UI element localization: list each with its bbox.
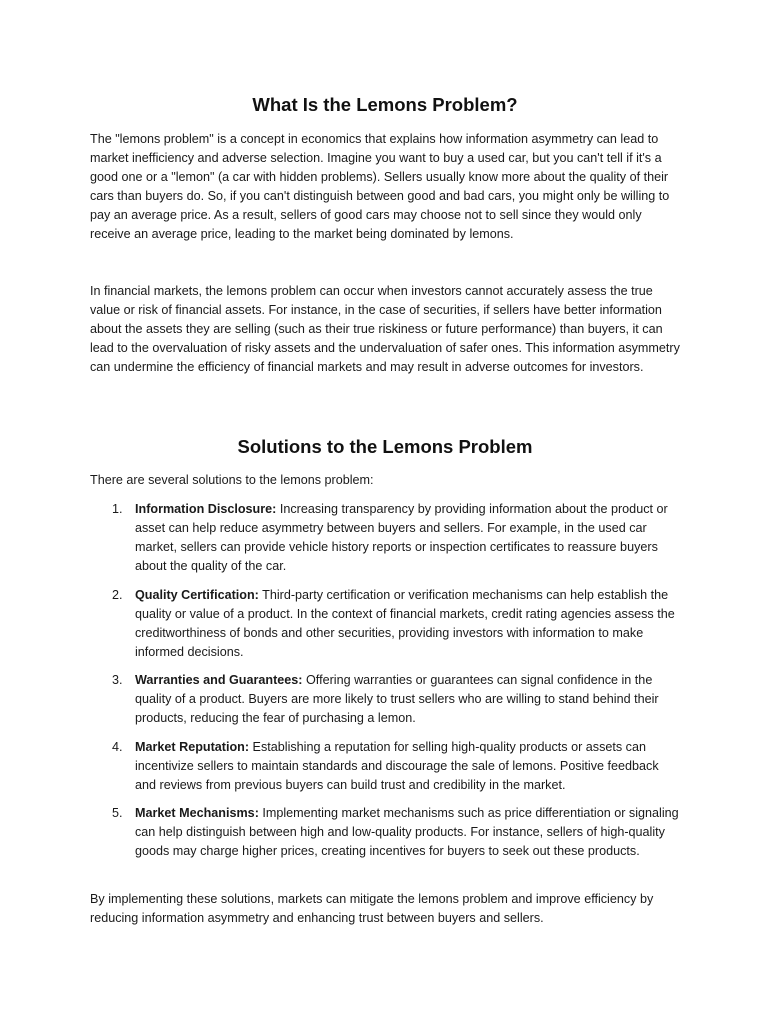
- list-item-quality-certification: [90, 586, 680, 662]
- list-item-number: 4.: [112, 739, 123, 754]
- list-item-warranties-guarantees: [90, 671, 680, 728]
- list-item-number: 3.: [112, 673, 123, 687]
- list-item-term: Quality Certification:: [135, 587, 259, 602]
- financial-markets-paragraph: In financial markets, the lemons problem can occur when investors cannot accurately assess the true value or risk of financial assets. For instance, in the case of securities, if sellers have better information about the assets they are selling (such as their true riskiness or future performance) than buyers, it can lead to the overvaluation of risky assets and the undervaluation of safer ones. This information asymmetry can undermine the efficiency of financial markets and may result in adverse outcomes for investors.: [90, 284, 680, 374]
- solutions-list: [90, 500, 680, 871]
- list-item-market-reputation: [90, 738, 680, 795]
- list-item-text: Offering warranties or guarantees can signal confidence in the quality of a product. Buyers are more likely to trust sellers who are willing to stand behind their products, reducing the fear of purchasing a lemon.: [135, 673, 659, 725]
- solutions-intro: There are several solutions to the lemons problem:: [90, 473, 374, 487]
- list-item-text: Third-party certification or verification mechanisms can help establish the quality or value of a product. In the context of financial markets, credit rating agencies assess the creditworthiness of bonds and other securities, providing investors with information to make informed decisions.: [135, 587, 675, 659]
- list-item-market-mechanisms: [90, 804, 680, 861]
- list-item-number: 5.: [112, 806, 123, 820]
- list-item-term: Market Mechanisms:: [135, 806, 259, 820]
- list-item-information-disclosure: [90, 500, 680, 576]
- list-item-number: 2.: [112, 587, 123, 602]
- list-item-text: Increasing transparency by providing information about the product or asset can help reduce asymmetry between buyers and sellers. For example, in the used car market, sellers can provide vehicle history reports or inspection certificates to reassure buyers about the quality of the car.: [135, 502, 668, 573]
- intro-paragraph: The "lemons problem" is a concept in economics that explains how information asymmetry can lead to market inefficiency and adverse selection. Imagine you want to buy a used car, but you can't tell if it's a good one or a "lemon" (a car with hidden problems). Sellers usually know more about the quality of their cars than buyers do. So, if you can't distinguish between good and bad cars, you might only be willing to pay an average price. As a result, sellers of good cars may choose not to sell since they would only receive an average price, leading to the market being dominated by lemons.: [90, 132, 670, 241]
- list-item-number: 1.: [112, 502, 123, 516]
- list-item-text: Implementing market mechanisms such as price differentiation or signaling can help distinguish between high and low-quality products. For instance, sellers of high-quality goods may charge higher prices, creating incentives for buyers to seek out these products.: [135, 806, 679, 858]
- page-title: What Is the Lemons Problem?: [252, 94, 518, 115]
- list-item-text: Establishing a reputation for selling high-quality products or assets can incentivize sellers to maintain standards and discourage the sale of lemons. Positive feedback and reviews from previous buyers can build trust and credibility in the market.: [135, 739, 659, 792]
- section-heading-solutions: Solutions to the Lemons Problem: [237, 436, 533, 457]
- list-item-term: Warranties and Guarantees:: [135, 673, 303, 687]
- conclusion-paragraph: By implementing these solutions, markets can mitigate the lemons problem and improve efficiency by reducing information asymmetry and enhancing trust between buyers and sellers.: [90, 892, 654, 925]
- list-item-term: Market Reputation:: [135, 739, 250, 754]
- list-item-term: Information Disclosure:: [135, 502, 277, 516]
